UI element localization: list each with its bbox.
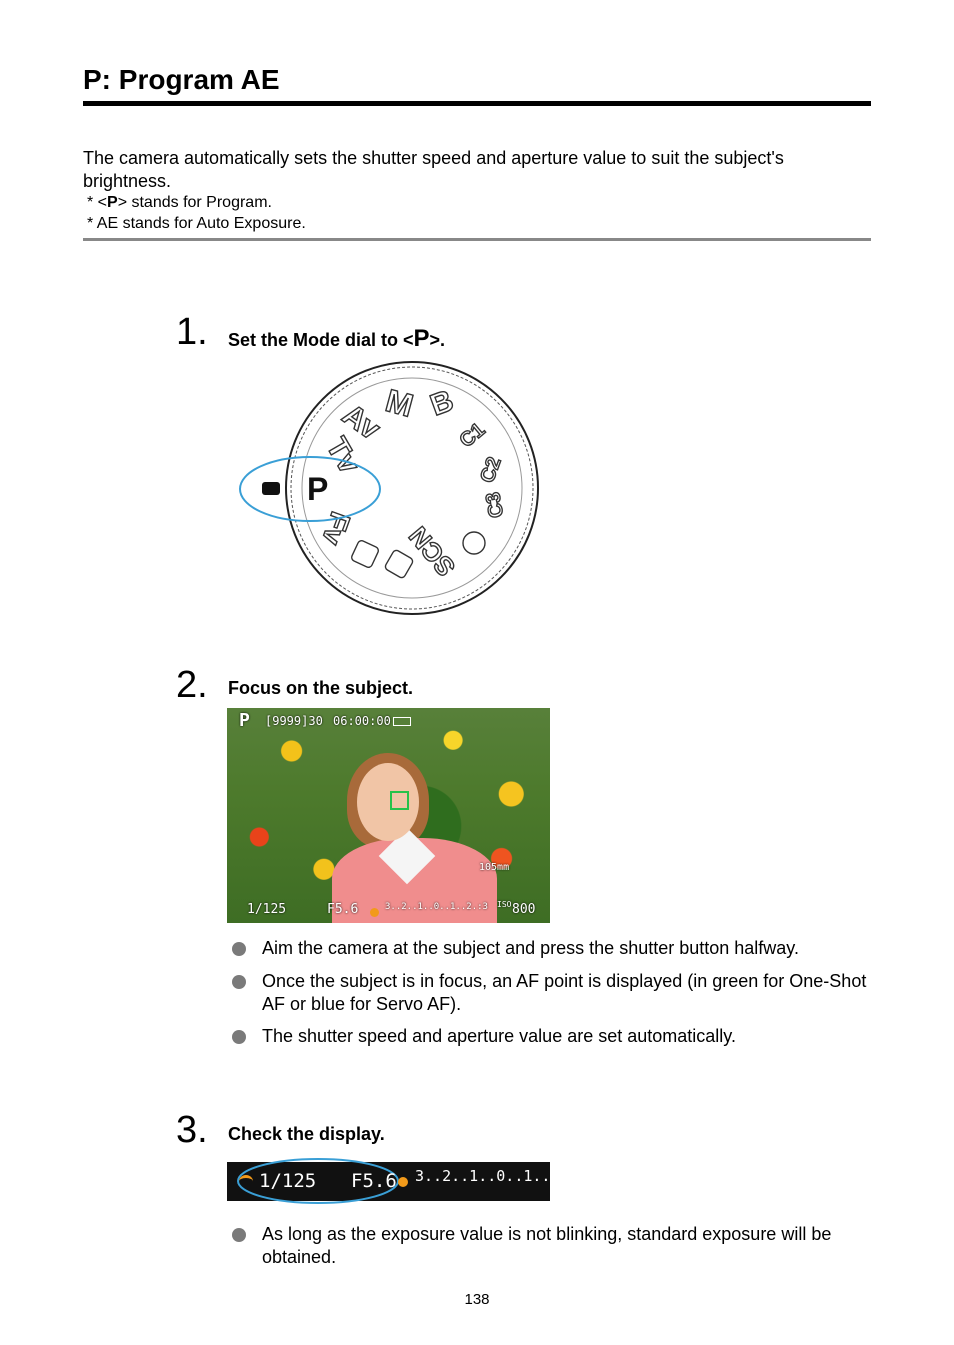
dial-mode-av: Av	[336, 398, 386, 447]
intro-text: The camera automatically sets the shutter speed and aperture value to suit the subject's brightness.	[83, 148, 784, 191]
step-2-bullet-2: Once the subject is in focus, an AF point is displayed (in green for One-Shot AF or blue for Servo AF).	[230, 970, 875, 1016]
shutter-dial-icon	[239, 1175, 253, 1188]
display-shutter: 1/125	[259, 1170, 317, 1192]
step-1-title: Set the Mode dial to <P>.	[228, 325, 446, 352]
dial-mode-scn: SCN	[402, 520, 462, 583]
note-auto-exposure: * AE stands for Auto Exposure.	[87, 215, 306, 232]
viewfinder-photo	[227, 708, 550, 923]
step-3-number: 3.	[176, 1109, 208, 1151]
battery-icon	[393, 717, 411, 726]
vf-mode: P	[239, 710, 250, 731]
dial-mode-c3: C3	[482, 490, 509, 520]
af-point-icon	[390, 791, 409, 810]
page-number: 138	[464, 1291, 490, 1308]
dial-mode-b: B	[426, 383, 458, 423]
vf-exposure-scale: 3..2..1..0..1..2.:3	[385, 902, 488, 912]
vf-shots: [9999]30	[265, 714, 323, 728]
dial-mode-m: M	[381, 382, 418, 424]
vf-shutter: 1/125	[247, 902, 287, 917]
step-2-title: Focus on the subject.	[228, 678, 414, 698]
section-divider	[83, 238, 871, 241]
step-3-title: Check the display.	[228, 1124, 385, 1144]
dial-mode-tv: Tv	[319, 432, 366, 479]
vf-time: 06:00:00	[333, 714, 391, 728]
dial-mode-c2: C2	[476, 454, 506, 486]
step-1-number: 1.	[176, 311, 208, 353]
exposure-display-bar	[227, 1162, 587, 1201]
p-mode-icon: P	[413, 325, 430, 352]
display-exposure-scale: 3..2..1..0..1..2.:3	[415, 1167, 587, 1185]
exposure-lock-icon	[370, 908, 379, 917]
step-2-bullet-3: The shutter speed and aperture value are set automatically.	[230, 1025, 875, 1048]
step-2-bullet-1: Aim the camera at the subject and press the shutter button halfway.	[230, 937, 875, 960]
vf-aperture: F5.6	[327, 902, 359, 917]
vf-iso: 800	[512, 902, 536, 917]
note-program: * <P> stands for Program.	[87, 194, 272, 211]
bullet-icon	[232, 975, 246, 989]
step-2-number: 2.	[176, 664, 208, 706]
step-3-bullet-1: As long as the exposure value is not blinking, standard exposure will be obtained.	[230, 1223, 875, 1269]
page-title: P: Program AE	[83, 62, 871, 106]
iso-auto-icon: ISO	[497, 900, 512, 909]
mode-dial-illustration	[236, 358, 542, 620]
dial-index-mark	[262, 482, 280, 495]
vf-focal-length: 105mm	[479, 862, 510, 873]
dial-mode-c1: C1	[455, 418, 490, 453]
dial-mode-p: P	[307, 471, 329, 507]
display-aperture: F5.6	[351, 1170, 397, 1192]
bullet-icon	[232, 1030, 246, 1044]
exposure-lock-icon	[398, 1177, 408, 1187]
dial-mode-fv: Fv	[315, 507, 357, 550]
bullet-icon	[232, 942, 246, 956]
photo-face	[357, 763, 419, 841]
bullet-icon	[232, 1228, 246, 1242]
